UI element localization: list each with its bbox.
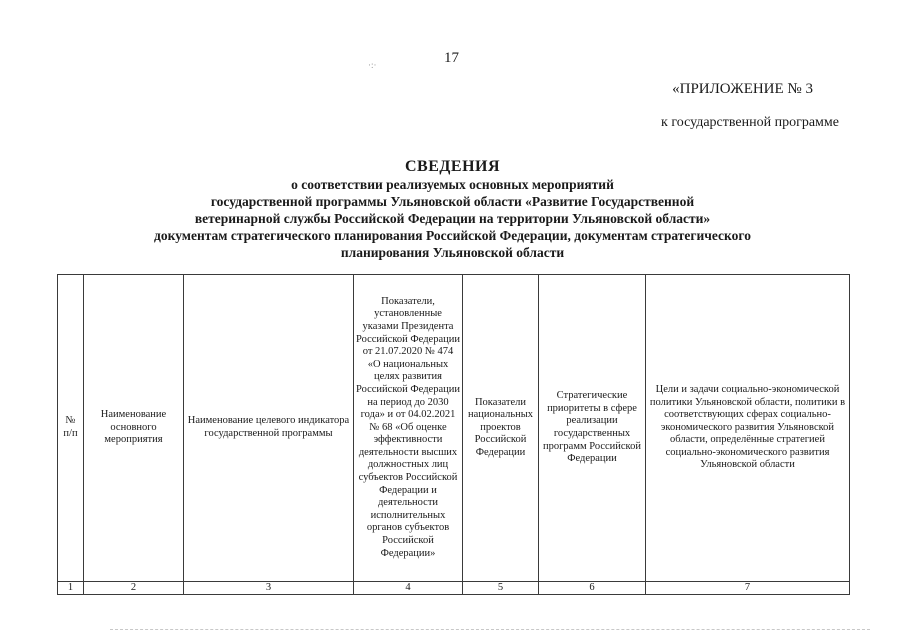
table: [57, 274, 850, 595]
column-number: 3: [184, 582, 354, 595]
column-number: 5: [463, 582, 539, 595]
document-title-line: о соответствии реализуемых основных мероприятий: [291, 177, 614, 192]
page-bottom-divider: [110, 629, 870, 630]
column-header: Показатели национальных проектов Российской Федерации: [463, 275, 539, 582]
column-number: 2: [84, 582, 184, 595]
appendix-subtitle: к государственной программе: [661, 115, 839, 130]
compliance-table: [57, 274, 849, 595]
column-header: Наименование целевого индикатора государственной программы: [184, 275, 354, 582]
document-title-line: ветеринарной службы Российской Федерации на территории Ульяновской области»: [194, 211, 711, 226]
document-title-line: планирования Ульяновской области: [340, 245, 565, 260]
column-header: Показатели, установленные указами Президента Российской Федерации от 21.07.2020 № 474 «О национальных целях развития Российской Федерации на период до 2030 года» и от 04.02.2021 № 68 «Об оценке эффективности деятельности высших должностных лиц субъектов Российской Федерации и деятельности исполнительных органов субъектов Российской Федерации»: [354, 275, 463, 582]
table-header-row: [58, 275, 850, 582]
column-number: 4: [354, 582, 463, 595]
appendix-title: «ПРИЛОЖЕНИЕ № 3: [672, 81, 813, 97]
column-header: Стратегические приоритеты в сфере реализации государственных программ Российской Федерации: [539, 275, 646, 582]
document-title-line: документам стратегического планирования Российской Федерации, документам стратегического: [154, 228, 751, 243]
table-row: [58, 582, 850, 595]
scan-artifact: ·:·: [368, 60, 377, 70]
column-header: № п/п: [58, 275, 84, 582]
column-number: 1: [58, 582, 84, 595]
column-header: Цели и задачи социально-экономической политики Ульяновской области, политики в соответствующих сферах социально-экономического развития Ульяновской области, определённые стратегией социально-экономического развития Ульяновской области: [646, 275, 850, 582]
column-number: 6: [539, 582, 646, 595]
column-header: Наименование основного мероприятия: [84, 275, 184, 582]
document-title: [0, 158, 905, 261]
column-number: 7: [646, 582, 850, 595]
document-title-main: СВЕДЕНИЯ: [404, 158, 501, 175]
page-number: 17: [444, 50, 459, 66]
document-title-line: государственной программы Ульяновской области «Развитие Государственной: [210, 194, 695, 209]
